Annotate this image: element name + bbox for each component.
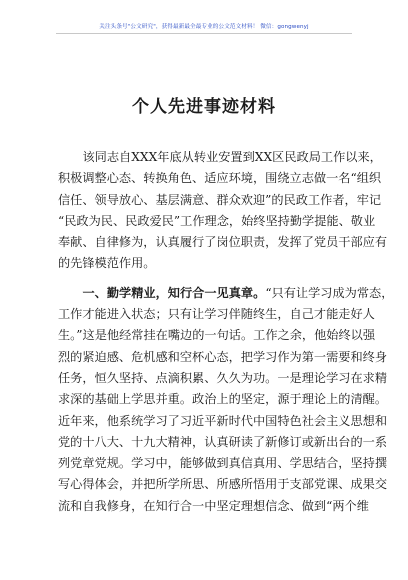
header-note: 关注头条号"公文研究"，获得最新最全最专业的公文范文材料！ 微信：gongwenyj [99,24,309,30]
paragraph-2-text: “只有让学习成为常态， [265,285,394,300]
paragraph-2-line: 近年来，他系统学习了习近平新时代中国特色社会主义思想和 [58,413,388,428]
document-body [58,147,394,517]
paragraph-2-first-line [58,283,394,304]
paragraph-2-line: 流和自我修身，在知行合一中坚定理想信念、做到“两个维 [58,498,369,513]
paragraph-2-line: 党的十八大、十九大精神，认真研读了新修订或新出台的一系 [58,434,388,449]
paragraph-2-line: 生。”这是他经常挂在嘴边的一句话。工作之余，他始终以强 [58,328,376,343]
section-heading: 一、勤学精业，知行合一见真章。 [82,285,266,300]
document-title: 个人先进事迹材料 [132,97,276,117]
paragraph-2-line: 求深的基础上学思并重。政治上的坚定，源于理论上的清醒。 [58,392,388,407]
paragraph-2-line: 工作才能进入状态；只有让学习伴随终生，自己才能走好人 [58,307,375,322]
paragraph-2-line: 任务，恒久坚持、点滴积累、久久为功。一是理论学习在求精 [58,370,388,385]
paragraph-1-line: “民政为民、民政爱民”工作理念，始终坚持勤学提能、敬业 [58,213,376,228]
paragraph-1-line: 该同志自XXX年底从转业安置到XX区民政局工作以来， [82,150,382,164]
paragraph-1-line: 积极调整心态、转换角色、适应环境，围绕立志做一名“组织 [58,171,382,186]
header-divider [56,33,352,34]
paragraph-2-line: 烈的紧迫感、危机感和空杯心态，把学习作为第一需要和终身 [58,349,388,364]
paragraph-2-line: 写心得体会，并把所学所思、所感所悟用于支部党课、成果交 [58,477,388,492]
paragraph-1-line: 信任、领导放心、基层满意、群众欢迎”的民政工作者，牢记 [58,192,382,207]
paragraph-1-line: 奉献、自律修为，认真履行了岗位职责，发挥了党员干部应有 [58,235,388,250]
paragraph-1-line: 的先锋模范作用。 [58,256,156,271]
paragraph-2-line: 列党章党规。学习中，能够做到真信真用、学思结合，坚持撰 [58,456,388,471]
